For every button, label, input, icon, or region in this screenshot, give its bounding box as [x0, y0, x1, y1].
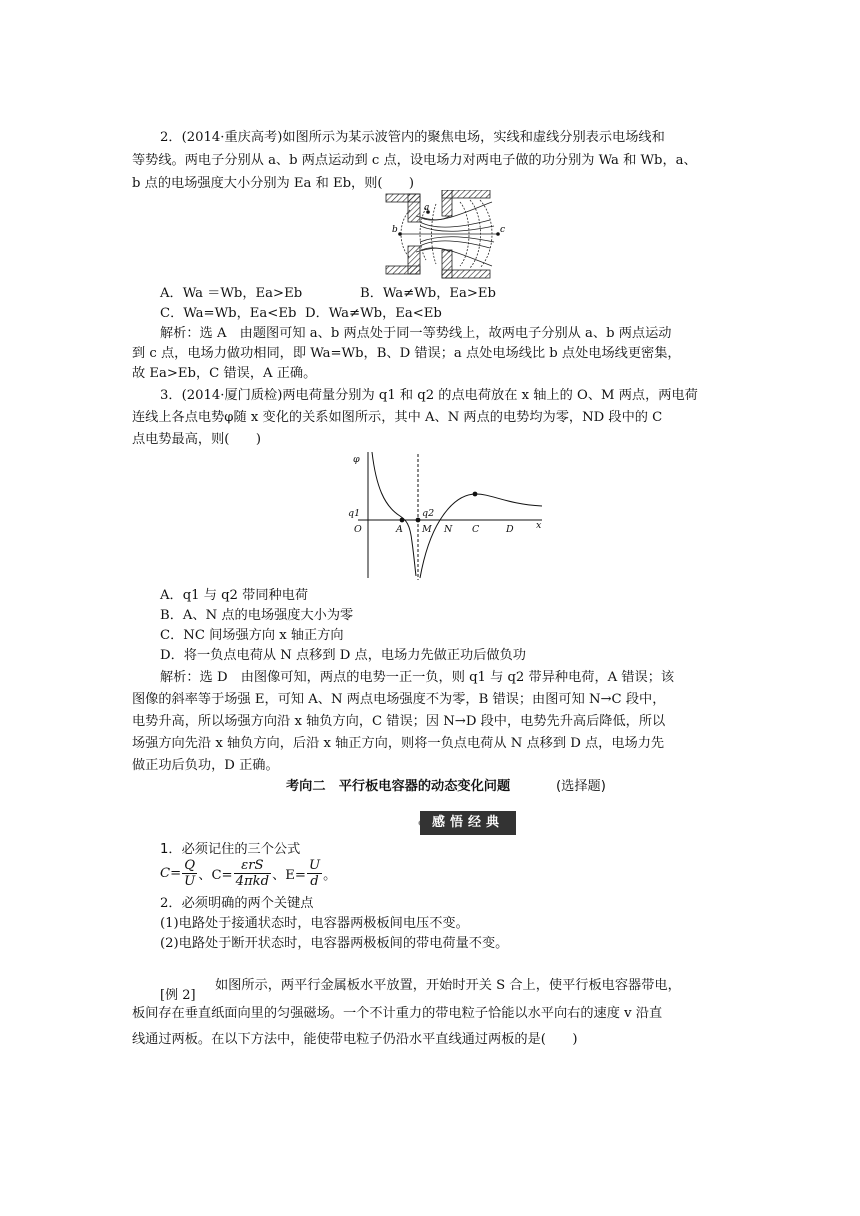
points-heading-1: 1．必须记住的三个公式 — [160, 842, 301, 857]
q3-explanation-1: 解析：选 D 由图像可知，两点的电势一正一负，则 q1 与 q2 带异种电荷，A 错误；该 — [160, 670, 675, 685]
q2-explanation-3: 故 Ea>Eb，C 错误，A 正确。 — [132, 366, 317, 381]
banner-label: 感悟经典 — [420, 811, 516, 835]
formula-line: C= $\frac{Q}{U}$ 、C= $\frac{\text{εrS}}{\text{4πkd}}$ 、E= $\frac{U}{d}$ 。 — [160, 858, 337, 889]
q3-option-b: B．A、N 点的电场强度大小为零 — [160, 608, 354, 623]
label-x: x — [536, 520, 542, 531]
example-line-1: 如图所示，两平行金属板水平放置，开始时开关 S 合上，使平行板电容器带电， — [215, 978, 681, 993]
q2-option-b: B．Wa≠Wb，Ea>Eb — [360, 286, 496, 301]
section-title: 考向二 平行板电容器的动态变化问题 — [286, 779, 511, 794]
q2-explanation-2: 到 c 点，电场力做功相同，即 Wa=Wb，B、D 错误；a 点处电场线比 b 点处电场线更密集， — [132, 346, 681, 361]
potential-graph-figure — [336, 446, 556, 582]
points-heading-2: 2．必须明确的两个关键点 — [160, 896, 314, 911]
label-b: b — [392, 225, 398, 235]
q2-line-2: 等势线。两电子分别从 a、b 两点运动到 c 点，设电场力对两电子做的功分别为 Wa 和 Wb，a、 — [132, 153, 697, 168]
q3-explanation-4: 场强方向先沿 x 轴负方向，后沿 x 轴正方向，则将一负点电荷从 N 点移到 D 点，电场力先 — [132, 736, 665, 751]
q2-option-a: A．Wa ＝Wb，Ea>Eb — [160, 286, 303, 301]
q2-line-3: b 点的电场强度大小分别为 Ea 和 Eb，则( ) — [132, 176, 415, 191]
label-A: A — [396, 524, 403, 535]
label-q1: q1 — [348, 508, 361, 519]
focusing-field-figure — [380, 190, 510, 282]
q3-option-d: D．将一负点电荷从 N 点移到 D 点，电场力先做正功后做负功 — [160, 648, 526, 663]
q3-line-3: 点电势最高，则( ) — [132, 432, 261, 447]
q3-line-2: 连线上各点电势φ随 x 变化的关系如图所示，其中 A、N 两点的电势均为零，ND 段中的 C — [132, 410, 663, 425]
q3-explanation-5: 做正功后负功，D 正确。 — [132, 758, 279, 773]
label-N: N — [444, 524, 453, 535]
label-C: C — [472, 524, 480, 535]
label-q2: q2 — [422, 508, 435, 519]
q2-explanation-1: 解析：选 A 由题图可知 a、b 两点处于同一等势线上，故两电子分别从 a、b 两点运动 — [160, 326, 672, 341]
label-M: M — [422, 524, 432, 535]
q3-explanation-3: 电势升高，所以场强方向沿 x 轴负方向，C 错误；因 N→D 段中，电势先升高后降低，所以 — [132, 714, 666, 729]
q3-line-1: 3．(2014·厦门质检)两电荷量分别为 q1 和 q2 的点电荷放在 x 轴上的 O、M 两点，两电荷 — [160, 388, 698, 403]
curve-left — [372, 452, 416, 576]
section-tag: (选择题) — [556, 779, 606, 794]
label-O: O — [354, 524, 362, 535]
label-c: c — [500, 225, 506, 235]
points-item-1: (1)电路处于接通状态时，电容器两极板间电压不变。 — [160, 916, 469, 931]
example-tag: [例 2] — [160, 988, 196, 1003]
example-line-3: 线通过两板。在以下方法中，能使带电粒子仍沿水平直线通过两板的是( ) — [132, 1032, 578, 1047]
q3-option-a: A．q1 与 q2 带同种电荷 — [160, 588, 309, 603]
q3-option-c: C．NC 间场强方向 x 轴正方向 — [160, 628, 344, 643]
example-line-2: 板间存在垂直纸面向里的匀强磁场。一个不计重力的带电粒子恰能以水平向右的速度 v 沿直 — [132, 1006, 663, 1021]
curve-right — [420, 494, 542, 578]
points-item-2: (2)电路处于断开状态时，电容器两极板间的带电荷量不变。 — [160, 936, 509, 951]
q2-option-d: D．Wa≠Wb，Ea<Eb — [305, 306, 442, 321]
q2-line-1: 2．(2014·重庆高考)如图所示为某示波管内的聚焦电场，实线和虚线分别表示电场线和 — [160, 130, 665, 145]
q3-explanation-2: 图像的斜率等于场强 E，可知 A、N 两点电场强度不为零，B 错误；由图可知 N→C 段中， — [132, 692, 666, 707]
label-a: a — [424, 203, 430, 213]
q2-option-c: C．Wa=Wb，Ea<Eb — [160, 306, 297, 321]
label-phi: φ — [353, 454, 360, 465]
label-D: D — [506, 524, 514, 535]
